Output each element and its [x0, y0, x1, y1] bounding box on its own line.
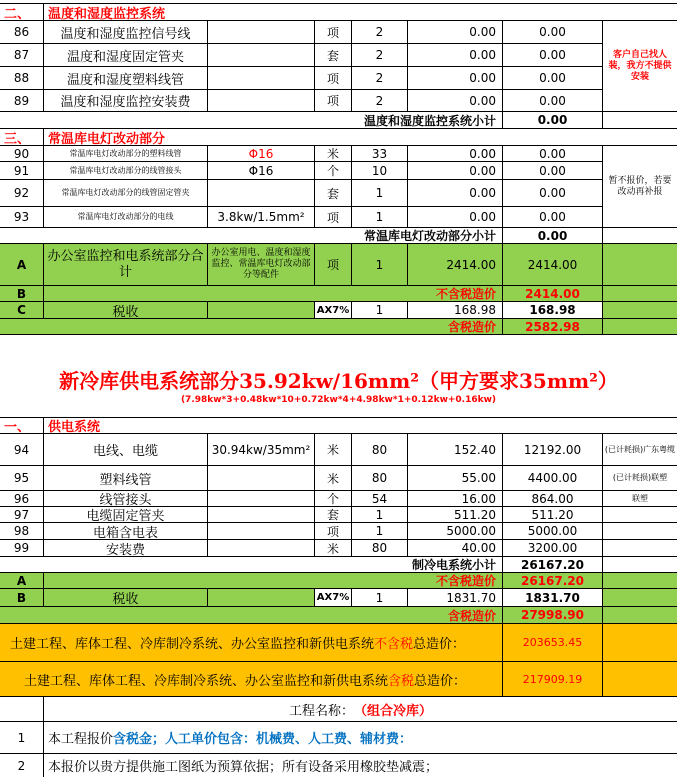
cell-no: 99 [0, 540, 44, 557]
cell-unit: 个 [315, 491, 352, 507]
cell-name: 常温库电灯改动部分的线管接头 [44, 162, 208, 180]
section1-header [0, 417, 677, 434]
cell-name: 温度和湿度监控信号线 [44, 21, 208, 44]
power-b-row [0, 589, 677, 607]
section3-header [0, 129, 677, 146]
cell-total: 0.00 [503, 180, 603, 207]
cell-qty: 54 [352, 491, 408, 507]
cell-price: 5000.00 [408, 523, 503, 540]
section3-subtotal-row [0, 228, 677, 244]
row-qty: 1 [352, 244, 408, 286]
cell-name: 电箱含电表 [44, 523, 208, 540]
cell-spec [208, 90, 315, 112]
table-row [0, 540, 677, 557]
cell-total: 12192.00 [503, 434, 603, 466]
note-text: 本报价以贵方提供施工图纸为预算依据；所有设备采用橡胶垫减震； [48, 760, 439, 775]
cell-name: 常温库电灯改动部分的塑料线管 [44, 146, 208, 162]
row-qty: 1 [352, 302, 408, 319]
cell-name: 温度和湿度固定管夹 [44, 44, 208, 67]
cell-no: 96 [0, 491, 44, 507]
cell-no: 88 [0, 67, 44, 90]
cell-qty: 80 [352, 466, 408, 491]
row-code: B [0, 286, 44, 302]
project-name: 工程名称： （组合冷库） [44, 697, 677, 722]
cell-no: 95 [0, 466, 44, 491]
section2-note: 客户自己找人装，我方不提供安装 [608, 49, 672, 82]
cell-qty: 2 [352, 90, 408, 112]
cell-no: 86 [0, 21, 44, 44]
subtotal-label: 温度和湿度监控系统小计 [328, 112, 503, 129]
cell-note [603, 507, 677, 523]
cell-unit: 米 [315, 146, 352, 162]
cell-qty: 1 [352, 507, 408, 523]
grand-total-value: 203653.45 [503, 624, 603, 662]
section-title: 常温库电灯改动部分 [44, 129, 677, 146]
cell-price: 0.00 [408, 67, 503, 90]
cell-unit: 米 [315, 466, 352, 491]
heading-title: 新冷库供电系统部分35.92kw/16mm²（甲方要求35mm²） [59, 369, 618, 393]
grand-total-taxed-row [0, 662, 677, 697]
cell-spec: 30.94kw/35mm² [208, 434, 315, 466]
cell-price: 0.00 [408, 180, 503, 207]
row-value: 2582.98 [503, 319, 603, 335]
section-title: 供电系统 [44, 418, 677, 434]
cell-price: 0.00 [408, 162, 503, 180]
cell-no: 89 [0, 90, 44, 112]
cell-spec [208, 507, 315, 523]
table-row [0, 491, 677, 507]
grand-total-label: 土建工程、库体工程、冷库制冷系统、办公室监控和新供电系统 含税 总造价： [0, 662, 503, 697]
cell-total: 0.00 [503, 90, 603, 112]
cell-name: 电线、电缆 [44, 434, 208, 466]
row-rate: AX7% [315, 589, 352, 607]
cell-unit: 项 [315, 21, 352, 44]
cell-total: 0.00 [503, 162, 603, 180]
table-row [0, 466, 677, 491]
subtotal-value: 0.00 [503, 112, 603, 129]
cell-unit: 个 [315, 162, 352, 180]
table-row [0, 67, 677, 90]
cell-unit: 项 [315, 67, 352, 90]
office-c-row [0, 302, 677, 319]
cell-qty: 1 [352, 207, 408, 228]
cell-unit: 套 [315, 507, 352, 523]
note-number: 1 [0, 722, 44, 754]
cell-spec [208, 67, 315, 90]
row-code: B [0, 589, 44, 607]
cell-price: 0.00 [408, 21, 503, 44]
heading-formula: (7.98kw*3+0.48kw*10+0.72kw*4+4.98kw*1+0.12kw+0.16kw) [180, 395, 497, 405]
cell-total: 0.00 [503, 207, 603, 228]
cell-qty: 33 [352, 146, 408, 162]
cell-name: 电缆固定管夹 [44, 507, 208, 523]
project-name-row [0, 697, 677, 722]
cell-spec [208, 21, 315, 44]
cell-unit: 项 [315, 90, 352, 112]
cell-total: 4400.00 [503, 466, 603, 491]
section3-note: 暂不报价，若要改动再补报 [608, 175, 672, 197]
row-code: A [0, 573, 44, 589]
cell-qty: 1 [352, 180, 408, 207]
table-row [0, 90, 677, 112]
subtotal-value: 26167.20 [503, 557, 603, 573]
table-row [0, 180, 677, 207]
row-name: 税收 [44, 302, 208, 319]
row-code: C [0, 302, 44, 319]
office-a-row [0, 244, 677, 286]
table-row [0, 507, 677, 523]
cell-price: 0.00 [408, 44, 503, 67]
cell-unit: 米 [315, 540, 352, 557]
cell-qty: 1 [352, 523, 408, 540]
cell-qty: 2 [352, 44, 408, 67]
cell-total: 0.00 [503, 44, 603, 67]
cell-unit: 米 [315, 434, 352, 466]
table-row [0, 523, 677, 540]
cell-spec [208, 523, 315, 540]
row-value: 2414.00 [503, 286, 603, 302]
cell-name: 常温库电灯改动部分的线管固定管夹 [44, 180, 208, 207]
row-name: 办公室监控和电系统部分合计 [44, 244, 208, 286]
cell-total: 0.00 [503, 67, 603, 90]
cell-qty: 80 [352, 540, 408, 557]
cell-qty: 80 [352, 434, 408, 466]
table-row [0, 434, 677, 466]
subtotal-label: 常温库电灯改动部分小计 [328, 228, 503, 244]
row-label: 含税造价 [0, 319, 503, 335]
cell-total: 864.00 [503, 491, 603, 507]
cell-unit: 项 [315, 207, 352, 228]
row-label: 含税造价 [0, 607, 503, 624]
cell-price: 40.00 [408, 540, 503, 557]
note-text: 本工程报价 含税金；人工单价包含：机械费、人工费、辅材费： [44, 722, 677, 754]
row-qty: 1 [352, 589, 408, 607]
cell-no: 93 [0, 207, 44, 228]
cell-spec [208, 491, 315, 507]
cell-total: 5000.00 [503, 523, 603, 540]
cell-note: 联塑 [603, 491, 677, 507]
table-row [0, 162, 677, 180]
power-total-row [0, 607, 677, 624]
power-heading [0, 335, 677, 417]
row-total: 1831.70 [503, 589, 603, 607]
section-title: 温度和湿度监控系统 [44, 4, 677, 21]
cell-name: 安装费 [44, 540, 208, 557]
row-total: 2414.00 [503, 244, 603, 286]
cell-unit: 套 [315, 44, 352, 67]
cell-total: 3200.00 [503, 540, 603, 557]
cell-qty: 2 [352, 21, 408, 44]
cell-name: 温度和湿度塑料线管 [44, 67, 208, 90]
row-value: 26167.20 [503, 573, 603, 589]
power-a-row [0, 573, 677, 589]
cell-price: 152.40 [408, 434, 503, 466]
cell-unit: 项 [315, 523, 352, 540]
section2-subtotal-row [0, 112, 677, 129]
cell-no: 87 [0, 44, 44, 67]
cell-price: 0.00 [408, 146, 503, 162]
row-rate: AX7% [315, 302, 352, 319]
row-unit: 项 [315, 244, 352, 286]
row-code: A [0, 244, 44, 286]
cell-no: 94 [0, 434, 44, 466]
cell-note [603, 523, 677, 540]
subtotal-value: 0.00 [503, 228, 603, 244]
row-total: 168.98 [503, 302, 603, 319]
cell-spec [208, 540, 315, 557]
cell-name: 塑料线管 [44, 466, 208, 491]
cell-price: 0.00 [408, 90, 503, 112]
cell-qty: 2 [352, 67, 408, 90]
cell-note: (已计耗损)联塑 [603, 466, 677, 491]
subtotal-label: 制冷电系统小计 [328, 557, 503, 573]
row-label: 不含税造价 [44, 573, 503, 589]
cell-no: 97 [0, 507, 44, 523]
cell-price: 55.00 [408, 466, 503, 491]
cell-no: 98 [0, 523, 44, 540]
row-price: 1831.70 [408, 589, 503, 607]
table-row [0, 146, 677, 162]
cell-total: 0.00 [503, 21, 603, 44]
cell-spec: Φ16 [208, 162, 315, 180]
note-row [0, 722, 677, 754]
grand-total-pretax-row [0, 624, 677, 662]
table-row [0, 207, 677, 228]
cell-note: (已计耗损)广东粤缆 [603, 434, 677, 466]
cell-total: 511.20 [503, 507, 603, 523]
cell-qty: 10 [352, 162, 408, 180]
table-row [0, 21, 677, 44]
cell-name: 常温库电灯改动部分的电线 [44, 207, 208, 228]
cell-spec [208, 180, 315, 207]
section-number: 二、 [0, 4, 44, 21]
row-name: 税收 [44, 589, 208, 607]
cell-spec: Φ16 [208, 146, 315, 162]
office-b-row [0, 286, 677, 302]
cell-price: 511.20 [408, 507, 503, 523]
note-number: 2 [0, 754, 44, 777]
row-value: 27998.90 [503, 607, 603, 624]
cell-spec [208, 44, 315, 67]
row-price: 168.98 [408, 302, 503, 319]
cell-no: 92 [0, 180, 44, 207]
row-spec: 办公室用电、温度和湿度监控、常温库电灯改动部分等配件 [208, 244, 315, 286]
cell-note [603, 540, 677, 557]
cell-price: 0.00 [408, 207, 503, 228]
cell-spec: 3.8kw/1.5mm² [208, 207, 315, 228]
cell-unit: 套 [315, 180, 352, 207]
cell-no: 91 [0, 162, 44, 180]
cell-spec [208, 466, 315, 491]
section-number: 三、 [0, 129, 44, 146]
note-row [0, 754, 677, 777]
cell-price: 16.00 [408, 491, 503, 507]
row-price: 2414.00 [408, 244, 503, 286]
cell-name: 线管接头 [44, 491, 208, 507]
section1-subtotal-row [0, 557, 677, 573]
grand-total-value: 217909.19 [503, 662, 603, 697]
cell-name: 温度和湿度监控安装费 [44, 90, 208, 112]
row-label: 不含税造价 [44, 286, 503, 302]
section2-header [0, 4, 677, 21]
cell-total: 0.00 [503, 146, 603, 162]
office-total-row [0, 319, 677, 335]
grand-total-label: 土建工程、库体工程、冷库制冷系统、办公室监控和新供电系统 不含税 总造价： [0, 624, 503, 662]
table-row [0, 44, 677, 67]
cell-no: 90 [0, 146, 44, 162]
section-number: 一、 [0, 418, 44, 434]
